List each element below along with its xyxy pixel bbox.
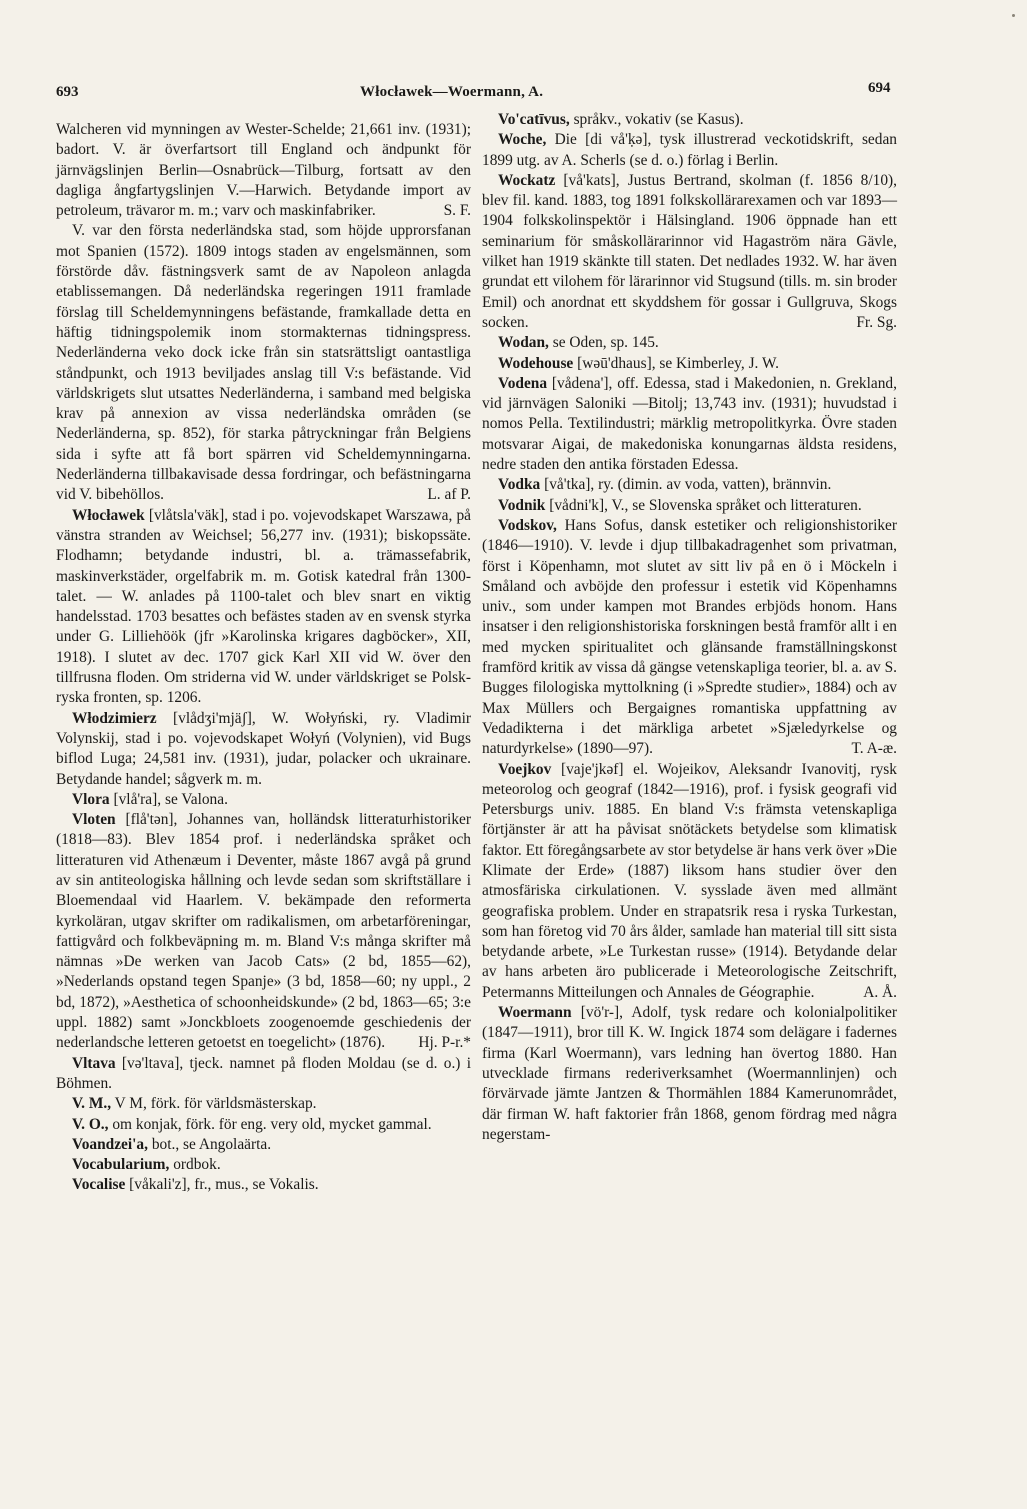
author-signature: S. F. xyxy=(443,202,471,220)
entry xyxy=(482,760,897,1004)
entry-headword: Vodskov, xyxy=(498,516,557,534)
entry-headword: Vodka xyxy=(498,476,541,494)
entry-text: bot., se Angolaärta. xyxy=(151,1135,272,1153)
entry xyxy=(482,130,897,171)
entry-text: [vå'tka], ry. (dimin. av voda, vatten), brännvin. xyxy=(544,476,832,494)
entry-text: V. var den första nederländska stad, som höjde upprorsfanan mot Spanien (1572). 1809 intogs staden av engelsmännen, som förstörde dåv. fästningsverk samt de av Napoleon anlagda etablissemangen. Då nederländska regeringen 1911 framlade förslag till Scheldemynningens befästande, framkallade detta en häftig tidningspolemik inom stormakternas tidningspress. Nederländerna veko dock icke från sin statsrättsligt oantastliga ståndpunkt, och 1913 beviljades anslag till V:s befästande. Vid världskrigets slut utsattes Nederländerna, i samband med belgiska krav på annexion av vissa nederländska områden (se Nederländerna, sp. 852), för starka påtryckningar från Belgiens sida i syfte att få bort spärren vid Scheldemynningarna. Nederländerna tillbakavisade dessa fordringar, och befästningarna vid V. bibehöllos. xyxy=(56,222,471,504)
entry xyxy=(56,120,471,221)
entry xyxy=(56,1054,471,1095)
entry-headword: Vo'catīvus, xyxy=(498,111,570,128)
entry xyxy=(482,496,897,516)
entry xyxy=(482,1003,897,1145)
entry xyxy=(482,354,897,374)
entry-text: [vlåtsla'väk], stad i po. vojevodskapet Warszawa, på vänstra stranden av Weichsel; 56,277 inv. (1931); biskopssäte. Flodhamn; betydande industri, bl. a. trämassefabrik, maskinverkstäder, orgelfabrik m. m. Gotisk katedral från 1300-talet. — W. anlades på 1100-talet och blev snart en viktig handelsstad. 1703 besattes och befästes staden av en svensk styrka under G. Lilliehöök (jfr »Karolinska krigares dagböcker», XII, 1918). I slutet av dec. 1707 gick Karl XII vid W. över den tillfrusna floden. Om striderna vid W. under världskriget se Polsk-ryska fronten, sp. 1206. xyxy=(56,506,471,707)
entry xyxy=(56,1135,471,1155)
entry-text: [vlådʒi'mjäʃ], W. Wołyński, ry. Vladimir Volynskij, stad i po. vojevodskapet Wołyń (Volynien), vid Bugs biflod Luga; 24,581 inv. (1931), judar, polacker och ukrainare. Betydande handel; sågverk m. m. xyxy=(56,709,471,788)
right-column xyxy=(482,110,897,1145)
page-number-right: 694 xyxy=(868,80,891,96)
entry-text: [vådena'], off. Edessa, stad i Makedonien, n. Grekland, vid järnvägen Saloniki —Bitolj; 13,743 inv. (1931); huvudstad i nomos Pella. Textilindustri; märklig metropolitkyrka. Övre staden motsvarar Aigai, de makedoniska konungarnas äldsta residens, nedre staden den antika förstaden Edessa. xyxy=(482,374,897,474)
entry-headword: Wockatz xyxy=(498,171,556,189)
entry-headword: Voandzei'a, xyxy=(72,1135,148,1153)
scan-speck xyxy=(1012,14,1015,17)
author-signature: A. Å. xyxy=(863,983,897,1001)
entry-headword: Vodena xyxy=(498,374,548,392)
entry xyxy=(56,506,471,709)
entry-text: [flå'tən], Johannes van, holländsk litteraturhistoriker (1818—83). Blev 1854 prof. i nederländska språket och litteraturen vid Athenæum i Deventer, måste 1867 avgå på grund av sin antiteologiska hållning och levde sedan som skriftställare i Bloemendaal vid Haarlem. V. bekämpade den reformerta kyrkoläran, utgav skrifter om radikalismen, om arbetarföreningar, fattigvård och folkbeväpning m. m. Bland V:s många skrifter må nämnas »De werken van Jacob Cats» (2 bd, 1855—62), »Nederlands opstand tegen Spanje» (3 bd, 1858—60; ny uppl., 2 bd, 1872), »Aesthetica of schoonheidskunde» (2 bd, 1863—65; 3:e uppl. 1882) samt »Jonckbloets zoogenoemde geschiedenis der nederlandsche letteren getoetst en toegelicht» (1876). xyxy=(56,811,471,1052)
entry-text: [vådni'k], V., se Slovenska språket och litteraturen. xyxy=(549,496,862,514)
running-title: Włocławek—Woermann, A. xyxy=(360,84,544,100)
entry-headword: Vocalise xyxy=(72,1176,126,1194)
entry-headword: V. O., xyxy=(72,1115,109,1133)
entry-text: [və'ltava], tjeck. namnet på floden Moldau (se d. o.) i Böhmen. xyxy=(56,1054,471,1092)
entry-headword: Wodehouse xyxy=(498,354,574,372)
entry-text: ordbok. xyxy=(173,1156,221,1174)
entry-text: se Oden, sp. 145. xyxy=(552,334,659,352)
entry-headword: Włodzimierz xyxy=(72,709,157,727)
entry-text: Hans Sofus, dansk estetiker och religionshistoriker (1846—1910). V. levde i djup tillbakadragenhet som privatman, först i Köpenhamn, mot slutet av sitt liv på en ö i Möckeln i Småland och avböjde den professur i estetik vid Köpenhamns univ., som under kampen mot Brandes erbjöds honom. Hans insatser i den religionshistoriska forskningen bestå framför allt i en med mycken spiritualitet och glänsande framställningskonst framförd kritik av vissa då gängse vetenskapliga teorier, bl. a. av S. Bugges filologiska myttolkning (i »Spredte studier», 1884) och av Max Müllers och Bergaignes romantiska uppfattning av Vedadikterna i det märkliga arbetet »Sjæledyrkelse og naturdyrkelse» (1890—97). xyxy=(482,516,897,758)
entry-text: [vlå'ra], se Valona. xyxy=(113,790,228,808)
entry-headword: Woche, xyxy=(498,131,547,149)
entry xyxy=(56,221,471,505)
entry-text: om konjak, förk. för eng. very old, mycket gammal. xyxy=(112,1115,432,1133)
entry xyxy=(482,374,897,475)
entry-headword: Wodan, xyxy=(498,334,549,352)
author-signature: L. af P. xyxy=(427,486,471,504)
entry-text: [vö'r-], Adolf, tysk redare och kolonialpolitiker (1847—1911), bror till K. W. Ingick 1874 som delägare i fadernes firma (Karl Woermann), vars ledning han övertog 1880. Han utvecklade firmans rederiverksamhet (Woermannlinjen) och förvärvade jämte Jantzen & Thormählen 1884 Kamerunområdet, där firman W. haft faktorier från 1868, genom fördrag med några negerstam- xyxy=(482,1004,897,1143)
entry xyxy=(56,1094,471,1114)
author-signature: T. A-æ. xyxy=(851,740,897,758)
author-signature: Hj. P-r.* xyxy=(418,1034,471,1052)
entry-headword: Vltava xyxy=(72,1054,116,1072)
entry xyxy=(482,475,897,495)
entry xyxy=(56,1155,471,1175)
entry-text: [vå'kats], Justus Bertrand, skolman (f. 1856 8/10), blev fil. kand. 1883, tog 1891 folkskollärarexamen och var 1893—1904 folkskolinspektör i Hälsingland. 1906 öppnade han ett seminarium för småskollärarinnor vid Hagaström nära Gävle, vilket han 1919 skänkte till staten. Det nedlades 1932. W. har även grundat ett vilohem för lärarinnor vid Stugsund (tills. m. sin broder Emil) och anordnat ett skyddshem för gossar i Gullgruva, Skogs socken. xyxy=(482,171,897,331)
entry-headword: Woermann xyxy=(498,1004,572,1022)
entry-headword: Włocławek xyxy=(72,506,145,524)
entry xyxy=(56,1115,471,1135)
entry-text: [wəū'dhaus], se Kimberley, J. W. xyxy=(577,354,779,372)
entry-headword: V. M., xyxy=(72,1095,112,1113)
entry xyxy=(56,790,471,810)
entry-headword: Vocabularium, xyxy=(72,1156,170,1174)
left-column xyxy=(56,120,471,1196)
entry-text: [våkali'z], fr., mus., se Vokalis. xyxy=(129,1176,319,1194)
entry xyxy=(56,709,471,790)
entry-text: Die [di vå'ḳə], tysk illustrerad veckotidskrift, sedan 1899 utg. av A. Scherls (se d. o.) förlag i Berlin. xyxy=(482,131,897,169)
entry xyxy=(56,1175,471,1195)
author-signature: Fr. Sg. xyxy=(856,313,897,331)
page-number-left: 693 xyxy=(56,84,79,100)
entry xyxy=(482,333,897,353)
entry-headword: Vodnik xyxy=(498,496,546,514)
entry-text: V M, förk. för världsmästerskap. xyxy=(114,1095,317,1113)
entry xyxy=(482,171,897,333)
entry-headword: Voejkov xyxy=(498,760,552,778)
entry-text: språkv., vokativ (se Kasus). xyxy=(573,111,744,128)
entry xyxy=(482,516,897,760)
entry xyxy=(56,810,471,1054)
entry-text: Walcheren vid mynningen av Wester-Schelde; 21,661 inv. (1931); badort. V. är överfartsort till England och ändpunkt för järnvägslinjen Berlin—Osnabrück—Tilburg, fortsatt av den dagliga ångfartygslinjen V.—Harwich. Betydande import av petroleum, trävaror m. m.; varv och maskinfabriker. xyxy=(56,121,471,220)
entry xyxy=(482,110,897,130)
entry-headword: Vloten xyxy=(72,811,116,829)
entry-text: [vaje'jkəf] el. Wojeikov, Aleksandr Ivanovitj, rysk meteorolog och geograf (1842—1916), prof. i fysisk geografi vid Petersburgs univ. 1885. En bland V:s främsta vetenskapliga förtjänster är att ha påvisat snötäckets betydelse som klimatisk faktor. Ett föregångsarbete av stor betydelse är hans verk över »Die Klimate der Erde» (1887) liksom hans studier över den atmosfäriska cirkulationen. V. sysslade även med allmänt geografiska problem. Under en strapatsrik resa i ryska Turkestan, som han företog vid 70 års ålder, samlade han material till sitt sista betydande arbete, »Le Turkestan russe» (1914). Betydande delar av hans arbeten äro publicerade i Meteorologische Zeitschrift, Petermanns Mitteilungen och Annales de Géographie. xyxy=(482,760,897,1001)
entry-headword: Vlora xyxy=(72,790,110,808)
